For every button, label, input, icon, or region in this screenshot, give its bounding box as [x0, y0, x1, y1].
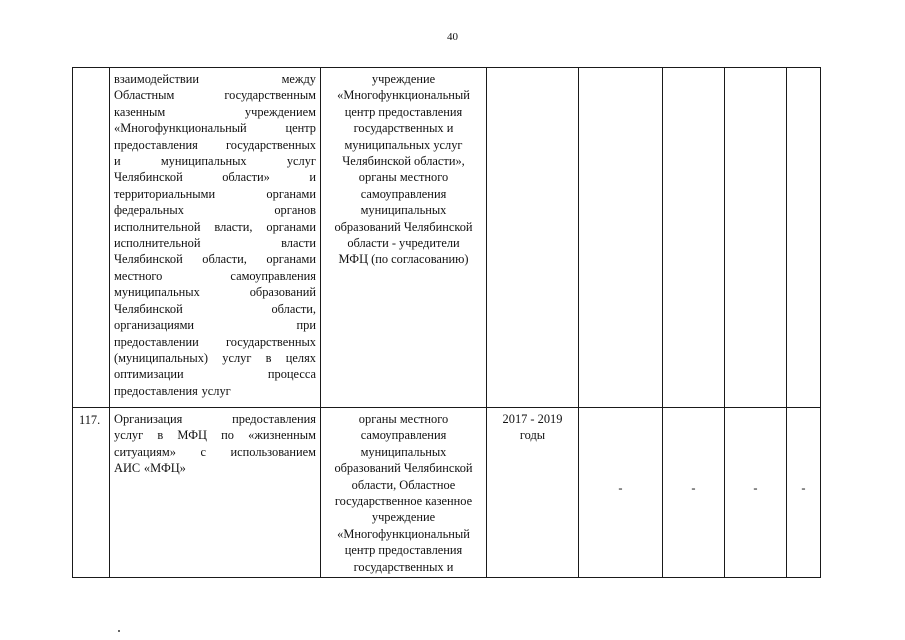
value-cell	[725, 68, 787, 408]
text-line: государственное казенное	[334, 494, 473, 509]
text-line: образований Челябинской	[334, 219, 473, 234]
text-line: муниципальных	[360, 203, 447, 218]
text-line: области, Областное	[351, 477, 456, 492]
table-row	[73, 68, 821, 408]
responsible-text	[323, 71, 484, 268]
text-line: исполнительной власти, органами	[114, 219, 316, 234]
text-line: государственных и	[353, 121, 454, 136]
text-line: органы местного	[358, 412, 449, 426]
description-cell	[110, 68, 321, 408]
text-line: местного самоуправления	[114, 268, 316, 283]
text-line: Челябинской области»,	[342, 154, 465, 169]
text-line: (муниципальных) услуг в целях	[114, 350, 316, 365]
text-line: муниципальных услуг	[344, 137, 463, 152]
text-line: учреждение	[371, 72, 436, 86]
text-line: Организация предоставления	[114, 412, 316, 426]
text-line: оптимизации процесса	[114, 367, 316, 382]
text-line: самоуправления	[360, 428, 447, 443]
document-table	[72, 67, 821, 578]
value-mark: -	[801, 481, 806, 495]
text-line: исполнительной власти	[114, 236, 316, 251]
value-mark: -	[753, 481, 758, 495]
responsible-cell	[321, 68, 487, 408]
value-cell	[725, 408, 787, 578]
text-line: взаимодействии между	[114, 72, 316, 86]
text-line: предоставления государственных	[114, 137, 316, 152]
value-cell	[663, 68, 725, 408]
text-line: и муниципальных услуг	[114, 154, 316, 169]
term-cell	[487, 408, 579, 578]
row-number-cell	[73, 68, 110, 408]
text-line: организациями при	[114, 318, 316, 333]
text-line: центр предоставления	[344, 543, 463, 558]
text-line: Челябинской области» и	[114, 170, 316, 185]
text-line: государственных и	[353, 559, 454, 574]
row-number: 117.	[79, 413, 101, 427]
text-line: муниципальных	[360, 444, 447, 459]
text-line: Областным государственным	[114, 88, 316, 103]
term-cell	[487, 68, 579, 408]
text-line: казенным учреждением	[114, 104, 316, 119]
value-cell	[579, 68, 663, 408]
text-line: территориальными органами	[114, 186, 316, 201]
value-mark: -	[691, 481, 696, 495]
responsible-text	[323, 411, 484, 575]
text-line: предоставлении государственных	[114, 334, 316, 349]
value-cell	[787, 408, 821, 578]
text-line: МФЦ (по согласованию)	[338, 252, 469, 267]
text-line: 2017 - 2019	[502, 412, 563, 426]
text-line: «Многофункциональный	[337, 526, 470, 541]
text-line: учреждение	[371, 510, 436, 525]
text-line: ситуациям» с использованием	[114, 444, 316, 459]
value-cell	[787, 68, 821, 408]
text-line: области - учредители	[347, 236, 460, 251]
text-line: образований Челябинской	[334, 461, 473, 476]
page-number: 40	[447, 31, 458, 43]
text-line: «Многофункциональный	[337, 88, 470, 103]
description-cell	[110, 408, 321, 578]
text-line: АИС «МФЦ»	[114, 461, 186, 476]
text-line: муниципальных образований	[114, 285, 316, 300]
value-mark: -	[618, 481, 623, 495]
text-line: Челябинской области,	[114, 301, 316, 316]
text-line: услуг в МФЦ по «жизненным	[114, 428, 316, 443]
text-line: центр предоставления	[344, 104, 463, 119]
term-text	[489, 411, 576, 444]
text-line: органы местного	[358, 170, 449, 185]
text-line: годы	[519, 428, 546, 443]
value-cell	[579, 408, 663, 578]
description-text	[114, 411, 316, 477]
description-text	[114, 71, 316, 399]
responsible-cell	[321, 408, 487, 578]
table-row	[73, 408, 821, 578]
text-line: Челябинской области, органами	[114, 252, 316, 267]
scan-speck	[118, 630, 120, 632]
row-number-cell	[73, 408, 110, 578]
text-line: федеральных органов	[114, 203, 316, 218]
text-line: самоуправления	[360, 186, 447, 201]
text-line: предоставления услуг	[114, 383, 231, 398]
value-cell	[663, 408, 725, 578]
text-line: «Многофункциональный центр	[114, 121, 316, 136]
